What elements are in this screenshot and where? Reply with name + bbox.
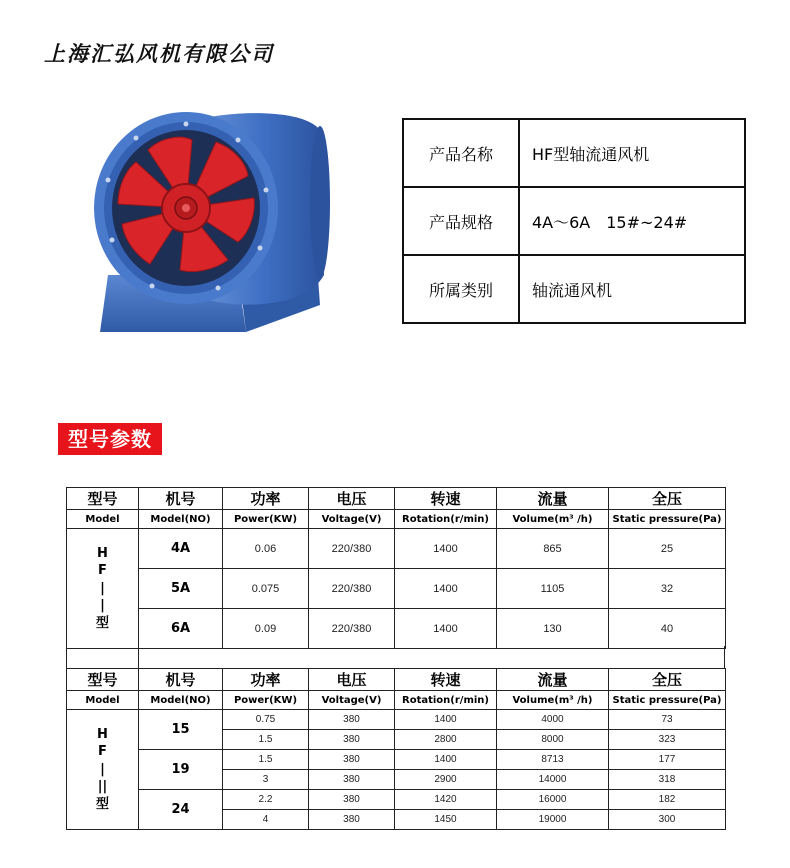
header-voltage-en: Voltage(V)	[309, 691, 395, 710]
header-pressure: 全压	[609, 488, 726, 510]
info-row-name	[403, 119, 745, 187]
model-char: |	[100, 598, 105, 614]
rotation-cell: 1420	[395, 790, 497, 810]
pressure-cell: 32	[609, 569, 726, 609]
voltage-cell: 380	[309, 710, 395, 730]
header-model-no: 机号	[139, 488, 223, 510]
model-char: |	[100, 580, 105, 596]
model-char: ||	[97, 779, 108, 795]
voltage-cell: 380	[309, 750, 395, 770]
power-cell: 2.2	[223, 790, 309, 810]
header-voltage: 电压	[309, 488, 395, 510]
header-model-no-en: Model(NO)	[139, 510, 223, 529]
pressure-cell: 323	[609, 730, 726, 750]
model-char: 型	[95, 615, 109, 631]
model-no-cell: 5A	[139, 569, 223, 609]
header-power-en: Power(KW)	[223, 691, 309, 710]
info-value: HF型轴流通风机	[519, 119, 745, 187]
voltage-cell: 380	[309, 810, 395, 830]
table-row	[67, 569, 726, 609]
power-cell: 0.09	[223, 609, 309, 649]
table-row	[67, 750, 726, 770]
header-row-zh	[67, 669, 726, 691]
header-rotation-en: Rotation(r/min)	[395, 510, 497, 529]
pressure-cell: 177	[609, 750, 726, 770]
pressure-cell: 300	[609, 810, 726, 830]
model-no-cell: 24	[139, 790, 223, 830]
power-cell: 1.5	[223, 730, 309, 750]
header-volume: 流量	[497, 488, 609, 510]
header-pressure-en: Static pressure(Pa)	[609, 691, 726, 710]
header-model-no: 机号	[139, 669, 223, 691]
volume-cell: 16000	[497, 790, 609, 810]
model-char: H	[97, 726, 108, 742]
pressure-cell: 182	[609, 790, 726, 810]
rotation-cell: 1400	[395, 710, 497, 730]
voltage-cell: 380	[309, 730, 395, 750]
info-value: 4A～6A 15#~24#	[519, 187, 745, 255]
volume-cell: 8000	[497, 730, 609, 750]
power-cell: 4	[223, 810, 309, 830]
volume-cell: 130	[497, 609, 609, 649]
header-model: 型号	[67, 488, 139, 510]
pressure-cell: 318	[609, 770, 726, 790]
voltage-cell: 220/380	[309, 609, 395, 649]
power-cell: 0.075	[223, 569, 309, 609]
info-value: 轴流通风机	[519, 255, 745, 323]
header-row-zh	[67, 488, 726, 510]
header-row-en	[67, 691, 726, 710]
rotation-cell: 2800	[395, 730, 497, 750]
rotation-cell: 1400	[395, 529, 497, 569]
header-power: 功率	[223, 488, 309, 510]
model-char: 型	[95, 796, 109, 812]
company-name: 上海汇弘风机有限公司	[44, 41, 274, 66]
header-model-no-en: Model(NO)	[139, 691, 223, 710]
header-model: 型号	[67, 669, 139, 691]
header-power: 功率	[223, 669, 309, 691]
rotation-cell: 1400	[395, 569, 497, 609]
header-voltage-en: Voltage(V)	[309, 510, 395, 529]
header-model-en: Model	[67, 691, 139, 710]
volume-cell: 14000	[497, 770, 609, 790]
model-label-hf1	[67, 529, 139, 649]
voltage-cell: 220/380	[309, 569, 395, 609]
voltage-cell: 220/380	[309, 529, 395, 569]
volume-cell: 8713	[497, 750, 609, 770]
info-key: 产品规格	[403, 187, 519, 255]
rotation-cell: 1400	[395, 750, 497, 770]
axial-fan-image	[88, 100, 338, 340]
header-rotation-en: Rotation(r/min)	[395, 691, 497, 710]
voltage-cell: 380	[309, 790, 395, 810]
product-info-table	[402, 118, 746, 324]
power-cell: 0.75	[223, 710, 309, 730]
header-rotation: 转速	[395, 488, 497, 510]
model-char: |	[100, 761, 105, 777]
power-cell: 0.06	[223, 529, 309, 569]
volume-cell: 19000	[497, 810, 609, 830]
header-volume: 流量	[497, 669, 609, 691]
header-volume-en: Volume(m³ /h)	[497, 691, 609, 710]
pressure-cell: 40	[609, 609, 726, 649]
spec-table-hf1	[66, 487, 726, 649]
model-no-cell: 15	[139, 710, 223, 750]
header-model-en: Model	[67, 510, 139, 529]
table-row	[67, 790, 726, 810]
header-pressure-en: Static pressure(Pa)	[609, 510, 726, 529]
volume-cell: 1105	[497, 569, 609, 609]
model-no-cell: 4A	[139, 529, 223, 569]
spec-table-hf2	[66, 668, 726, 830]
voltage-cell: 380	[309, 770, 395, 790]
table-row	[67, 609, 726, 649]
header-volume-en: Volume(m³ /h)	[497, 510, 609, 529]
table-spacer	[66, 646, 725, 668]
info-key: 所属类别	[403, 255, 519, 323]
model-no-cell: 6A	[139, 609, 223, 649]
header-pressure: 全压	[609, 669, 726, 691]
model-char: F	[98, 563, 107, 579]
model-label-hf2	[67, 710, 139, 830]
model-no-cell: 19	[139, 750, 223, 790]
header-voltage: 电压	[309, 669, 395, 691]
volume-cell: 865	[497, 529, 609, 569]
volume-cell: 4000	[497, 710, 609, 730]
rotation-cell: 1400	[395, 609, 497, 649]
model-char: H	[97, 545, 108, 561]
info-key: 产品名称	[403, 119, 519, 187]
info-row-spec	[403, 187, 745, 255]
rotation-cell: 2900	[395, 770, 497, 790]
power-cell: 3	[223, 770, 309, 790]
pressure-cell: 25	[609, 529, 726, 569]
model-char: F	[98, 744, 107, 760]
header-rotation: 转速	[395, 669, 497, 691]
table-row	[67, 710, 726, 730]
rotation-cell: 1450	[395, 810, 497, 830]
header-row-en	[67, 510, 726, 529]
info-row-category	[403, 255, 745, 323]
power-cell: 1.5	[223, 750, 309, 770]
section-title-badge: 型号参数	[58, 423, 162, 455]
table-row	[67, 529, 726, 569]
pressure-cell: 73	[609, 710, 726, 730]
header-power-en: Power(KW)	[223, 510, 309, 529]
